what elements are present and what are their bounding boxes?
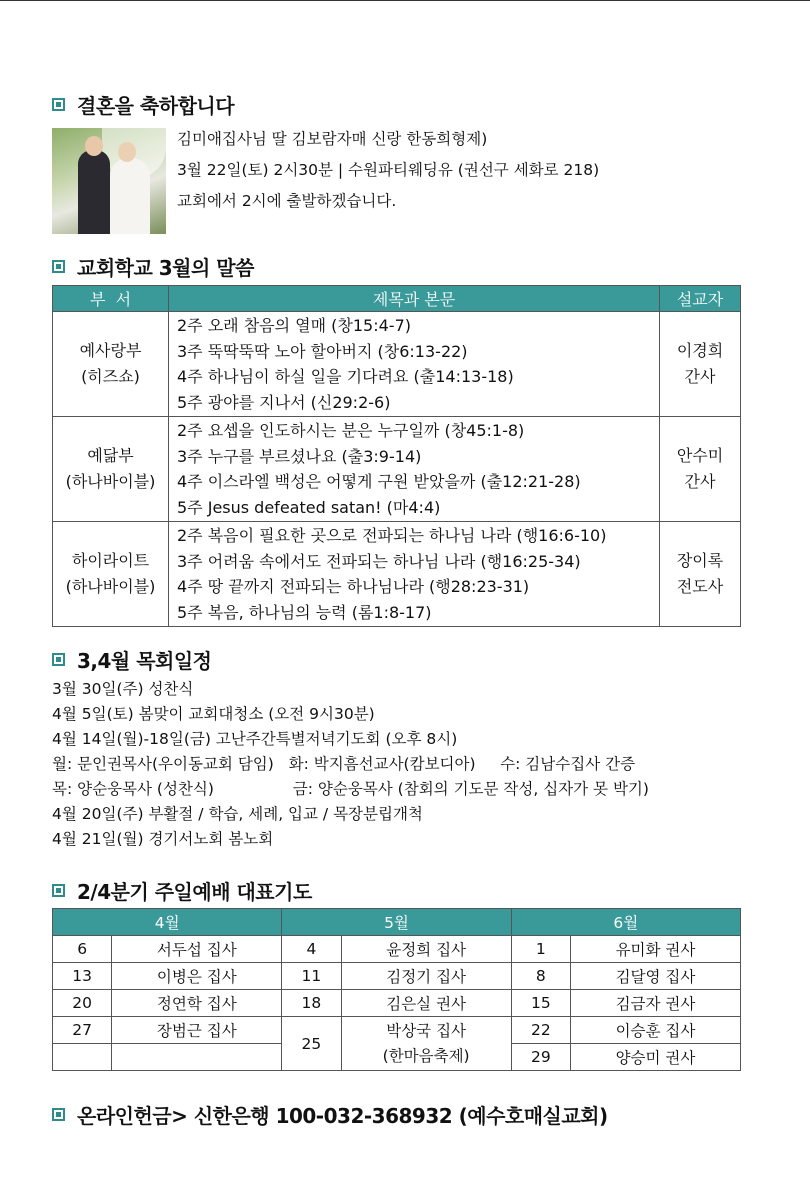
wedding-heading-text: 결혼을 축하합니다 [77, 94, 235, 118]
dept-cell: 예사랑부 (히즈쇼) [53, 312, 169, 417]
lesson-table [52, 285, 741, 627]
month-header: 5월 [282, 909, 511, 936]
table-header-row [53, 909, 741, 936]
dept-cell: 하이라이트 (하나바이블) [53, 522, 169, 627]
verses-cell: 2주 오래 참음의 열매 (창15:4-7) 3주 뚝딱뚝딱 노아 할아버지 (창6:13-22) 4주 하나님이 하실 일을 기다려요 (출14:13-18) 5주 광야를 지나서 (신29:2-6) [169, 312, 660, 417]
wedding-line: 3월 22일(토) 2시30분 | 수원파티웨딩유 (권선구 세화로 218) [177, 161, 600, 179]
schedule-item: 3월 30일(주) 성찬식 [52, 680, 194, 698]
table-row: 20 정연학 집사 18 김은실 권사 15 김금자 권사 [53, 990, 741, 1017]
table-row [53, 417, 741, 522]
table-row: 29 양승미 권사 [53, 1044, 741, 1071]
month-header: 6월 [511, 909, 740, 936]
schedule-heading-text: 3,4월 목회일정 [77, 649, 212, 673]
dept-cell: 예닮부 (하나바이블) [53, 417, 169, 522]
lessons-heading-text: 교회학교 3월의 말씀 [77, 256, 254, 280]
wedding-heading [52, 90, 234, 119]
square-bullet-icon [52, 653, 65, 666]
schedule-item: 4월 20일(주) 부활절 / 학습, 세례, 입교 / 목장분립개척 [52, 805, 423, 823]
pastor-cell: 이경희 간사 [660, 312, 741, 417]
table-row: 6 서두섭 집사 4 윤정희 집사 1 유미화 권사 [53, 936, 741, 963]
wedding-details [177, 124, 599, 217]
column-header-dept: 부 서 [53, 286, 169, 312]
offering-heading-text: 온라인헌금> 신한은행 100-032-368932 (예수호매실교회) [77, 1104, 608, 1128]
column-header-verses: 제목과 본문 [169, 286, 660, 312]
table-row [53, 522, 741, 627]
wedding-line: 김미애집사님 딸 김보람자매 신랑 한동희형제) [177, 130, 488, 148]
schedule-item: 4월 14일(월)-18일(금) 고난주간특별저녁기도회 (오후 8시) [52, 730, 458, 748]
offering-heading [52, 1100, 608, 1129]
schedule-item: 4월 5일(토) 봄맞이 교회대청소 (오전 9시30분) [52, 705, 375, 723]
table-row: 27 장범근 집사 25 박상국 집사 (한마음축제) 22 이승훈 집사 [53, 1017, 741, 1044]
prayer-heading [52, 876, 312, 905]
schedule-item: 목: 양순웅목사 (성찬식) 금: 양순웅목사 (참회의 기도문 작성, 십자가 못 박기) [52, 780, 649, 798]
schedule-item: 4월 21일(월) 경기서노회 봄노회 [52, 830, 274, 848]
schedule-heading [52, 645, 212, 674]
pastor-cell: 안수미 간사 [660, 417, 741, 522]
verses-cell: 2주 복음이 필요한 곳으로 전파되는 하나님 나라 (행16:6-10) 3주 어려움 속에서도 전파되는 하나님 나라 (행16:25-34) 4주 땅 끝까지 전파되는 하나님나라 (행28:23-31) 5주 복음, 하나님의 능력 (롬1:8-17) [169, 522, 660, 627]
pastor-cell: 장이록 전도사 [660, 522, 741, 627]
column-header-pastor: 설교자 [660, 286, 741, 312]
schedule-item: 월: 문인권목사(우이동교회 담임) 화: 박지흠선교사(캄보디아) 수: 김남수집사 간증 [52, 755, 636, 773]
prayer-heading-text: 2/4분기 주일예배 대표기도 [77, 880, 312, 904]
top-rule [0, 0, 810, 1]
wedding-photo [52, 128, 166, 234]
table-header-row [53, 286, 741, 312]
table-row: 13 이병은 집사 11 김정기 집사 8 김달영 집사 [53, 963, 741, 990]
square-bullet-icon [52, 884, 65, 897]
square-bullet-icon [52, 98, 65, 111]
prayer-table [52, 908, 741, 1071]
square-bullet-icon [52, 1108, 65, 1121]
schedule-list [52, 677, 649, 852]
table-row [53, 312, 741, 417]
wedding-line: 교회에서 2시에 출발하겠습니다. [177, 192, 397, 210]
lessons-heading [52, 252, 254, 281]
verses-cell: 2주 요셉을 인도하시는 분은 누구일까 (창45:1-8) 3주 누구를 부르셨나요 (출3:9-14) 4주 이스라엘 백성은 어떻게 구원 받았을까 (출12:21-28) 5주 Jesus defeated satan! (마4:4) [169, 417, 660, 522]
month-header: 4월 [53, 909, 282, 936]
square-bullet-icon [52, 260, 65, 273]
